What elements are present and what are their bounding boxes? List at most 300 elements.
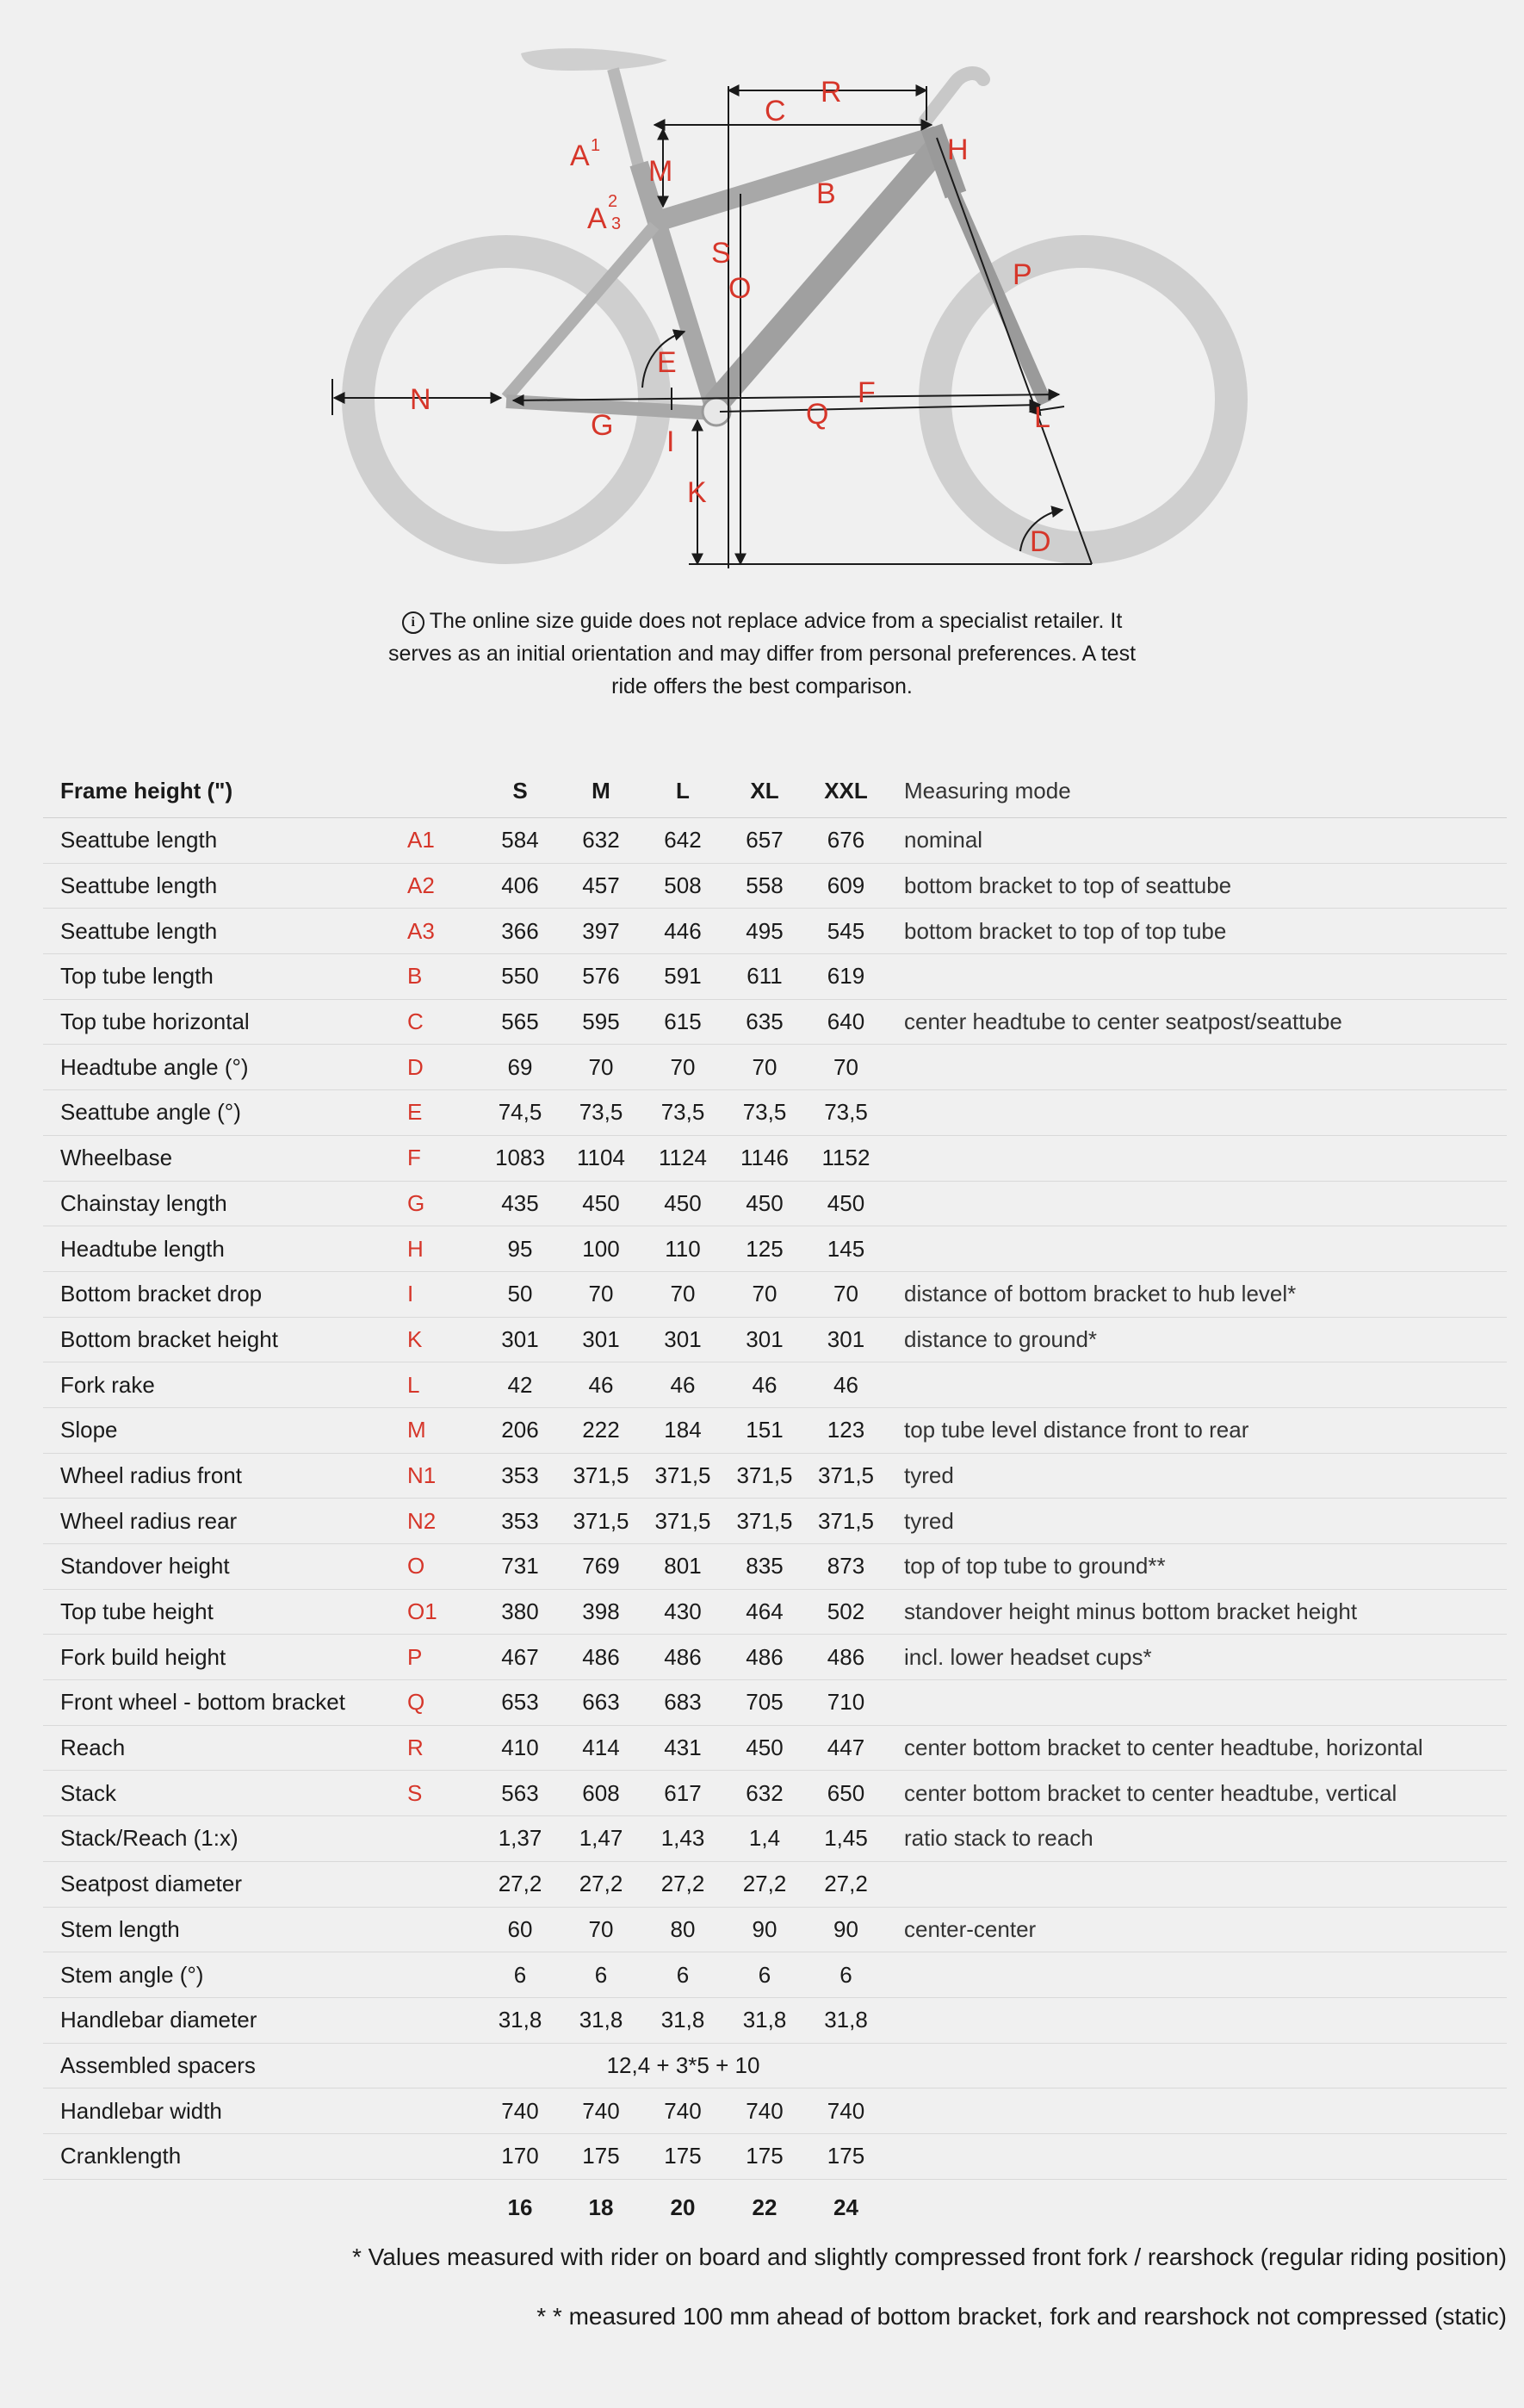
- row-value: 31,8: [724, 1997, 805, 2043]
- row-code: [407, 2179, 480, 2237]
- label-s: S: [711, 237, 731, 270]
- row-value: 450: [641, 1181, 724, 1226]
- row-value: 565: [480, 999, 561, 1045]
- row-value: 206: [480, 1407, 561, 1453]
- row-name: [43, 2179, 407, 2237]
- row-value: 70: [561, 1271, 641, 1317]
- row-value: 450: [805, 1181, 887, 1226]
- row-code: C: [407, 999, 480, 1045]
- row-value: 353: [480, 1453, 561, 1499]
- row-value: 371,5: [724, 1499, 805, 1544]
- row-value: 1,37: [480, 1816, 561, 1862]
- row-value: 1,43: [641, 1816, 724, 1862]
- row-value: 353: [480, 1499, 561, 1544]
- frame-height-value: 20: [641, 2179, 724, 2237]
- saddle: [521, 48, 667, 71]
- row-measuring-mode: standover height minus bottom bracket height: [887, 1589, 1507, 1635]
- row-name: Seattube angle (°): [43, 1090, 407, 1136]
- table-row: [43, 1816, 1507, 1862]
- header-measuring-mode: Measuring mode: [904, 777, 1071, 804]
- row-measuring-mode: tyred: [887, 1453, 1507, 1499]
- row-value: 170: [480, 2133, 561, 2179]
- label-o: O: [728, 272, 752, 305]
- row-code: F: [407, 1135, 480, 1181]
- row-code: M: [407, 1407, 480, 1453]
- row-value: 69: [480, 1045, 561, 1090]
- row-measuring-mode: [887, 1952, 1507, 1998]
- front-wheel: [935, 251, 1231, 548]
- row-value: 70: [724, 1045, 805, 1090]
- row-name: Seatpost diameter: [43, 1861, 407, 1907]
- row-value: 301: [561, 1317, 641, 1362]
- label-h: H: [947, 133, 969, 166]
- row-value: 366: [480, 909, 561, 954]
- row-value: 591: [641, 954, 724, 1000]
- table-row: [43, 1499, 1507, 1544]
- row-measuring-mode: [887, 2133, 1507, 2179]
- label-e: E: [657, 346, 677, 379]
- row-value: 1104: [561, 1135, 641, 1181]
- table-row: [43, 1771, 1507, 1816]
- label-i: I: [666, 425, 675, 458]
- row-value: 740: [641, 2088, 724, 2134]
- row-measuring-mode: nominal: [887, 818, 1507, 864]
- info-icon: i: [402, 611, 424, 634]
- label-f: F: [858, 376, 876, 409]
- row-value: 175: [724, 2133, 805, 2179]
- row-code: [407, 2133, 480, 2179]
- label-a23-sub: 3: [611, 214, 622, 233]
- row-name: Seattube length: [43, 909, 407, 954]
- frame-height-value: 24: [805, 2179, 887, 2237]
- geometry-table: [43, 764, 1507, 2237]
- row-measuring-mode: tyred: [887, 1499, 1507, 1544]
- row-value: 6: [480, 1952, 561, 1998]
- row-value: 74,5: [480, 1090, 561, 1136]
- row-value: 110: [641, 1226, 724, 1272]
- row-code: R: [407, 1725, 480, 1771]
- row-value: 617: [641, 1771, 724, 1816]
- row-value: 447: [805, 1725, 887, 1771]
- label-n: N: [410, 383, 431, 416]
- row-value: 90: [805, 1907, 887, 1952]
- frame-height-value: 16: [480, 2179, 561, 2237]
- table-row: [43, 1907, 1507, 1952]
- row-measuring-mode: [887, 1045, 1507, 1090]
- row-value: 27,2: [480, 1861, 561, 1907]
- row-measuring-mode: [887, 1861, 1507, 1907]
- row-value: 70: [641, 1045, 724, 1090]
- row-measuring-mode: [887, 1680, 1507, 1726]
- row-value: 495: [724, 909, 805, 954]
- row-value: 406: [480, 863, 561, 909]
- row-value: 50: [480, 1271, 561, 1317]
- table-row: [43, 1680, 1507, 1726]
- row-measuring-mode: [887, 2179, 1507, 2237]
- row-value: 710: [805, 1680, 887, 1726]
- row-value: 175: [805, 2133, 887, 2179]
- table-row: [43, 2133, 1507, 2179]
- row-measuring-mode: distance to ground*: [887, 1317, 1507, 1362]
- row-value: 609: [805, 863, 887, 909]
- row-value: 301: [641, 1317, 724, 1362]
- table-row: [43, 1271, 1507, 1317]
- handlebar-stem: [926, 73, 983, 121]
- row-value: 73,5: [561, 1090, 641, 1136]
- table-row: [43, 1317, 1507, 1362]
- row-name: Stack/Reach (1:x): [43, 1816, 407, 1862]
- table-row: [43, 818, 1507, 864]
- label-c: C: [765, 95, 786, 127]
- frame-height-value: 18: [561, 2179, 641, 2237]
- row-value: 508: [641, 863, 724, 909]
- row-code: N2: [407, 1499, 480, 1544]
- row-name: Seattube length: [43, 863, 407, 909]
- table-row: [43, 2088, 1507, 2134]
- row-value: 31,8: [561, 1997, 641, 2043]
- size-guide-note: [379, 605, 1145, 703]
- row-value: 46: [805, 1362, 887, 1408]
- row-value: 657: [724, 818, 805, 864]
- row-name: Front wheel - bottom bracket: [43, 1680, 407, 1726]
- row-name: Stem angle (°): [43, 1952, 407, 1998]
- header-size-l: L: [676, 777, 690, 804]
- row-measuring-mode: [887, 1090, 1507, 1136]
- label-a23-sup: 2: [608, 192, 618, 211]
- row-value: 1,4: [724, 1816, 805, 1862]
- label-a1-sup: 1: [591, 136, 601, 155]
- label-d: D: [1030, 525, 1051, 558]
- header-size-xl: XL: [750, 777, 779, 804]
- row-measuring-mode: center headtube to center seatpost/seattube: [887, 999, 1507, 1045]
- row-value: 731: [480, 1544, 561, 1590]
- bike-geometry-diagram: [0, 0, 1524, 603]
- row-name: Cranklength: [43, 2133, 407, 2179]
- row-value: 486: [805, 1635, 887, 1680]
- row-value: 70: [805, 1271, 887, 1317]
- row-value: 6: [561, 1952, 641, 1998]
- row-value: 801: [641, 1544, 724, 1590]
- row-name: Bottom bracket height: [43, 1317, 407, 1362]
- row-value: 301: [480, 1317, 561, 1362]
- table-header: [43, 764, 1507, 818]
- row-name: Reach: [43, 1725, 407, 1771]
- row-code: [407, 1952, 480, 1998]
- row-value: 430: [641, 1589, 724, 1635]
- row-measuring-mode: [887, 1226, 1507, 1272]
- table-row: [43, 1226, 1507, 1272]
- table-row: [43, 863, 1507, 909]
- row-name: Seattube length: [43, 818, 407, 864]
- row-value: 145: [805, 1226, 887, 1272]
- row-measuring-mode: [887, 1997, 1507, 2043]
- row-code: [407, 1816, 480, 1862]
- row-value: 95: [480, 1226, 561, 1272]
- row-code: B: [407, 954, 480, 1000]
- row-value: 73,5: [724, 1090, 805, 1136]
- row-value: 676: [805, 818, 887, 864]
- row-value: 73,5: [641, 1090, 724, 1136]
- row-code: O1: [407, 1589, 480, 1635]
- header-code: [407, 764, 480, 818]
- header-frame-height: Frame height ("): [60, 777, 233, 804]
- row-value: 70: [724, 1271, 805, 1317]
- row-value: 80: [641, 1907, 724, 1952]
- row-code: N1: [407, 1453, 480, 1499]
- row-value: 502: [805, 1589, 887, 1635]
- header-size-s: S: [512, 777, 528, 804]
- row-measuring-mode: center bottom bracket to center headtube, vertical: [887, 1771, 1507, 1816]
- row-name: Fork rake: [43, 1362, 407, 1408]
- row-value: 650: [805, 1771, 887, 1816]
- row-value: 632: [561, 818, 641, 864]
- row-measuring-mode: top tube level distance front to rear: [887, 1407, 1507, 1453]
- row-value: 1146: [724, 1135, 805, 1181]
- row-value: 705: [724, 1680, 805, 1726]
- label-a23: A: [587, 202, 607, 235]
- row-measuring-mode: distance of bottom bracket to hub level*: [887, 1271, 1507, 1317]
- row-code: [407, 2043, 480, 2088]
- row-value: 27,2: [805, 1861, 887, 1907]
- row-value: 371,5: [641, 1453, 724, 1499]
- table-row: [43, 1181, 1507, 1226]
- row-value: 450: [724, 1181, 805, 1226]
- label-l: L: [1034, 401, 1050, 434]
- row-measuring-mode: [887, 2088, 1507, 2134]
- row-value: 6: [724, 1952, 805, 1998]
- row-code: Q: [407, 1680, 480, 1726]
- row-value: 663: [561, 1680, 641, 1726]
- row-name: Stack: [43, 1771, 407, 1816]
- row-measuring-mode: center-center: [887, 1907, 1507, 1952]
- row-value: 595: [561, 999, 641, 1045]
- row-value: 27,2: [561, 1861, 641, 1907]
- footnote-static: * * measured 100 mm ahead of bottom bracket, fork and rearshock not compressed (static): [536, 2303, 1507, 2330]
- row-value: 6: [641, 1952, 724, 1998]
- row-value: 464: [724, 1589, 805, 1635]
- row-code: H: [407, 1226, 480, 1272]
- row-name: Chainstay length: [43, 1181, 407, 1226]
- table-row: [43, 1045, 1507, 1090]
- row-value: 31,8: [641, 1997, 724, 2043]
- table-row: [43, 1725, 1507, 1771]
- row-value: 222: [561, 1407, 641, 1453]
- row-value: 1124: [641, 1135, 724, 1181]
- row-value: 576: [561, 954, 641, 1000]
- row-value: 123: [805, 1407, 887, 1453]
- row-measuring-mode: bottom bracket to top of seattube: [887, 863, 1507, 909]
- table-row: [43, 954, 1507, 1000]
- row-value: 683: [641, 1680, 724, 1726]
- row-value: 740: [805, 2088, 887, 2134]
- row-value: 371,5: [641, 1499, 724, 1544]
- row-value: 371,5: [724, 1453, 805, 1499]
- label-b: B: [816, 177, 836, 210]
- row-value: 31,8: [805, 1997, 887, 2043]
- table-row: [43, 1135, 1507, 1181]
- row-value: 60: [480, 1907, 561, 1952]
- header-size-m: M: [592, 777, 610, 804]
- table-row: [43, 909, 1507, 954]
- row-value: 457: [561, 863, 641, 909]
- row-value: 46: [724, 1362, 805, 1408]
- row-name: Top tube horizontal: [43, 999, 407, 1045]
- row-value: 42: [480, 1362, 561, 1408]
- row-value: 563: [480, 1771, 561, 1816]
- row-code: A2: [407, 863, 480, 909]
- row-value: 653: [480, 1680, 561, 1726]
- row-code: L: [407, 1362, 480, 1408]
- row-name: Wheel radius rear: [43, 1499, 407, 1544]
- row-value: 486: [641, 1635, 724, 1680]
- row-value: 46: [641, 1362, 724, 1408]
- table-row: [43, 1589, 1507, 1635]
- row-value: 1083: [480, 1135, 561, 1181]
- row-value: 632: [724, 1771, 805, 1816]
- row-value: 70: [641, 1271, 724, 1317]
- row-value: 151: [724, 1407, 805, 1453]
- row-measuring-mode: incl. lower headset cups*: [887, 1635, 1507, 1680]
- row-name: Slope: [43, 1407, 407, 1453]
- table-row: [43, 1407, 1507, 1453]
- row-measuring-mode: [887, 2043, 1507, 2088]
- row-value: 769: [561, 1544, 641, 1590]
- row-name: Bottom bracket drop: [43, 1271, 407, 1317]
- row-value: 301: [805, 1317, 887, 1362]
- row-value: 125: [724, 1226, 805, 1272]
- row-code: [407, 1861, 480, 1907]
- table-row: [43, 1544, 1507, 1590]
- row-measuring-mode: [887, 1135, 1507, 1181]
- table-row: [43, 1090, 1507, 1136]
- row-value: 642: [641, 818, 724, 864]
- row-value: 608: [561, 1771, 641, 1816]
- row-measuring-mode: [887, 1181, 1507, 1226]
- row-name: Top tube height: [43, 1589, 407, 1635]
- row-name: Top tube length: [43, 954, 407, 1000]
- row-value: 635: [724, 999, 805, 1045]
- row-measuring-mode: bottom bracket to top of top tube: [887, 909, 1507, 954]
- table-row: [43, 1362, 1507, 1408]
- row-value: 398: [561, 1589, 641, 1635]
- row-code: [407, 1997, 480, 2043]
- row-value: 740: [480, 2088, 561, 2134]
- row-value: 397: [561, 909, 641, 954]
- row-measuring-mode: [887, 954, 1507, 1000]
- row-value: 175: [561, 2133, 641, 2179]
- label-q: Q: [806, 398, 829, 431]
- label-a1: A: [570, 140, 590, 172]
- row-value: 584: [480, 818, 561, 864]
- row-value: 1,47: [561, 1816, 641, 1862]
- row-value: 1,45: [805, 1816, 887, 1862]
- table-row-frame-heights: [43, 2179, 1507, 2237]
- row-value: 100: [561, 1226, 641, 1272]
- row-name: Fork build height: [43, 1635, 407, 1680]
- table-row: [43, 1997, 1507, 2043]
- row-value: 27,2: [641, 1861, 724, 1907]
- row-value: 301: [724, 1317, 805, 1362]
- row-value-spacers: 12,4 + 3*5 + 10: [480, 2043, 887, 2088]
- row-value: 873: [805, 1544, 887, 1590]
- row-measuring-mode: center bottom bracket to center headtube, horizontal: [887, 1725, 1507, 1771]
- row-name: Stem length: [43, 1907, 407, 1952]
- row-name: Headtube length: [43, 1226, 407, 1272]
- row-name: Headtube angle (°): [43, 1045, 407, 1090]
- row-code: K: [407, 1317, 480, 1362]
- label-m: M: [648, 155, 673, 188]
- footnote-riding-position: * Values measured with rider on board and slightly compressed front fork / rearshock (regular riding position): [351, 2244, 1507, 2270]
- row-value: 450: [724, 1725, 805, 1771]
- table-row: [43, 999, 1507, 1045]
- row-value: 371,5: [561, 1453, 641, 1499]
- row-value: 6: [805, 1952, 887, 1998]
- row-value: 70: [561, 1907, 641, 1952]
- row-value: 380: [480, 1589, 561, 1635]
- row-name: Handlebar diameter: [43, 1997, 407, 2043]
- row-value: 835: [724, 1544, 805, 1590]
- row-code: A3: [407, 909, 480, 954]
- row-value: 467: [480, 1635, 561, 1680]
- row-value: 611: [724, 954, 805, 1000]
- row-value: 431: [641, 1725, 724, 1771]
- label-k: K: [687, 476, 707, 509]
- row-value: 31,8: [480, 1997, 561, 2043]
- row-value: 558: [724, 863, 805, 909]
- row-value: 90: [724, 1907, 805, 1952]
- row-measuring-mode: ratio stack to reach: [887, 1816, 1507, 1862]
- row-value: 70: [561, 1045, 641, 1090]
- label-p: P: [1013, 258, 1032, 291]
- row-value: 70: [805, 1045, 887, 1090]
- row-value: 27,2: [724, 1861, 805, 1907]
- table-row: [43, 1952, 1507, 1998]
- row-value: 371,5: [805, 1453, 887, 1499]
- row-code: G: [407, 1181, 480, 1226]
- row-value: 73,5: [805, 1090, 887, 1136]
- row-value: 615: [641, 999, 724, 1045]
- frame-height-value: 22: [724, 2179, 805, 2237]
- row-value: 446: [641, 909, 724, 954]
- note-text: The online size guide does not replace advice from a specialist retailer. It serves as an initial orientation and may differ from personal preferences. A test ride offers the best comparison.: [387, 609, 1137, 698]
- row-value: 410: [480, 1725, 561, 1771]
- table-row: [43, 1453, 1507, 1499]
- row-value: 1152: [805, 1135, 887, 1181]
- row-measuring-mode: top of top tube to ground**: [887, 1544, 1507, 1590]
- row-name: Standover height: [43, 1544, 407, 1590]
- label-r: R: [821, 76, 842, 109]
- table-row-spacers: [43, 2043, 1507, 2088]
- row-value: 740: [561, 2088, 641, 2134]
- table-row: [43, 1861, 1507, 1907]
- row-value: 371,5: [561, 1499, 641, 1544]
- row-name: Assembled spacers: [43, 2043, 407, 2088]
- row-value: 619: [805, 954, 887, 1000]
- row-code: S: [407, 1771, 480, 1816]
- row-value: 450: [561, 1181, 641, 1226]
- row-value: 550: [480, 954, 561, 1000]
- row-value: 46: [561, 1362, 641, 1408]
- row-code: I: [407, 1271, 480, 1317]
- header-size-xxl: XXL: [824, 777, 868, 804]
- row-code: [407, 1907, 480, 1952]
- row-value: 486: [724, 1635, 805, 1680]
- row-name: Wheel radius front: [43, 1453, 407, 1499]
- row-code: [407, 2088, 480, 2134]
- row-value: 414: [561, 1725, 641, 1771]
- row-value: 184: [641, 1407, 724, 1453]
- row-value: 371,5: [805, 1499, 887, 1544]
